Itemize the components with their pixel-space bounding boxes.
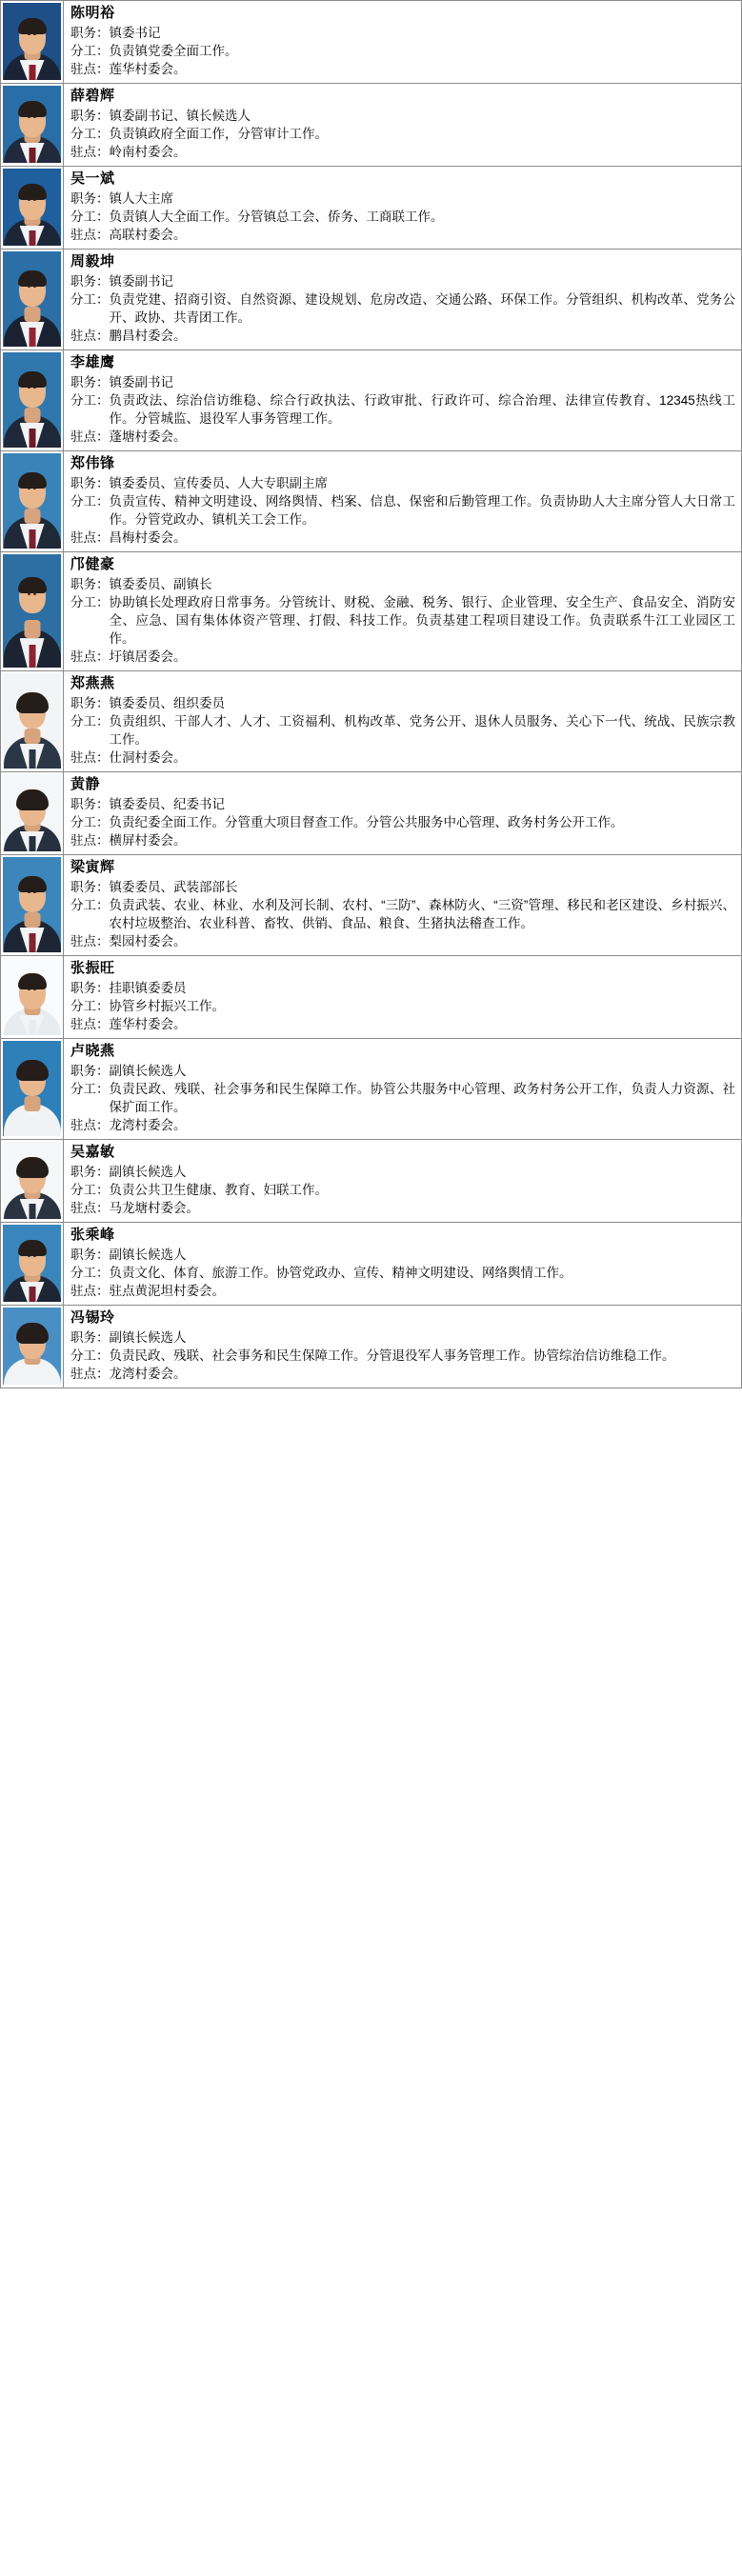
info-cell	[64, 855, 741, 955]
portrait-tie	[29, 148, 35, 163]
duties-field	[70, 492, 735, 529]
duties-value: 负责文化、体育、旅游工作。协管党政办、宣传、精神文明建设、网络舆情工作。	[109, 1266, 572, 1280]
position-value: 镇委委员、纪委书记	[109, 797, 225, 811]
station-field	[70, 428, 735, 446]
table-row	[0, 350, 742, 451]
photo-cell	[1, 671, 64, 771]
position-value: 镇委副书记	[109, 375, 173, 389]
portrait-tie	[29, 1287, 35, 1302]
station-label: 驻点：	[70, 1284, 110, 1298]
portrait-hair	[18, 270, 47, 287]
station-label: 驻点：	[70, 62, 110, 76]
portrait-hair	[16, 692, 49, 713]
table-row	[0, 855, 742, 956]
duties-label: 分工：	[70, 898, 110, 912]
duties-value: 负责民政、残联、社会事务和民生保障工作。协管公共服务中心管理、政务村务公开工作，负责人力资源、社保扩面工作。	[109, 1082, 735, 1114]
table-row	[0, 671, 742, 772]
station-field	[70, 932, 735, 950]
portrait-tie	[29, 836, 35, 851]
position-value: 镇委委员、宣传委员、人大专职副主席	[109, 476, 328, 490]
station-field	[70, 327, 735, 345]
position-label: 职务：	[70, 1248, 110, 1262]
station-label: 驻点：	[70, 750, 110, 765]
position-field	[70, 190, 735, 208]
info-cell	[64, 250, 741, 349]
portrait-tie	[29, 1204, 35, 1219]
position-value: 副镇长候选人	[109, 1064, 187, 1078]
portrait-hair	[18, 371, 47, 388]
portrait-tie	[29, 645, 35, 668]
portrait-hair	[18, 18, 47, 34]
station-value: 蓬塘村委会。	[109, 429, 187, 444]
position-label: 职务：	[70, 1165, 110, 1179]
duties-value: 负责镇党委全面工作。	[109, 44, 238, 58]
station-label: 驻点：	[70, 145, 110, 159]
info-cell	[64, 671, 741, 771]
person-name: 张乘峰	[70, 1227, 115, 1243]
station-label: 驻点：	[70, 329, 110, 343]
photo-cell	[1, 1223, 64, 1305]
position-field	[70, 979, 735, 997]
position-field	[70, 373, 735, 391]
portrait-neck	[24, 509, 40, 524]
table-row	[0, 451, 742, 552]
avatar	[3, 86, 61, 163]
duties-field	[70, 997, 735, 1015]
duties-label: 分工：	[70, 1348, 110, 1363]
duties-field	[70, 896, 735, 932]
portrait-hair	[16, 1157, 49, 1178]
position-value: 镇委副书记	[109, 274, 173, 289]
duties-label: 分工：	[70, 393, 110, 408]
portrait-hair	[18, 973, 47, 989]
portrait-hair	[16, 789, 49, 810]
station-label: 驻点：	[70, 228, 110, 242]
duties-value: 协管乡村振兴工作。	[109, 999, 225, 1013]
portrait-neck	[24, 912, 40, 928]
position-label: 职务：	[70, 696, 110, 710]
info-cell	[64, 956, 741, 1038]
portrait-hair	[16, 1323, 49, 1344]
duties-field	[70, 391, 735, 428]
station-value: 龙湾村委会。	[109, 1118, 187, 1132]
photo-cell	[1, 350, 64, 450]
duties-label: 分工：	[70, 714, 110, 729]
portrait-eye-left	[28, 593, 30, 595]
portrait-tie	[29, 1020, 35, 1035]
station-label: 驻点：	[70, 429, 110, 444]
duties-field	[70, 125, 735, 143]
station-field	[70, 1015, 735, 1033]
portrait-tie	[29, 933, 35, 952]
portrait-hair	[18, 472, 47, 489]
info-cell	[64, 1306, 741, 1388]
table-row	[0, 167, 742, 250]
duties-value: 负责武装、农业、林业、水利及河长制、农村、“三防”、森林防火、“三资”管理、移民和老区建设、乡村振兴、农村垃圾整治、农业科普、畜牧、供销、食品、粮食、生猪执法稽查工作。	[109, 898, 735, 930]
avatar	[3, 554, 61, 668]
station-value: 莲华村委会。	[109, 62, 187, 76]
duties-label: 分工：	[70, 815, 110, 829]
info-cell	[64, 1140, 741, 1222]
station-label: 驻点：	[70, 530, 110, 545]
info-cell	[64, 772, 741, 854]
portrait-tie	[29, 65, 35, 80]
duties-value: 协助镇长处理政府日常事务。分管统计、财税、金融、税务、银行、企业管理、安全生产、食品安全、消防安全、应急、国有集体体资产管理、打假、科技工作。负责基建工程项目建设工作。负责联系牛江工业园区工作。	[109, 595, 735, 646]
position-field	[70, 694, 735, 712]
person-name: 郑伟锋	[70, 455, 115, 471]
duties-value: 负责公共卫生健康、教育、妇联工作。	[109, 1183, 328, 1197]
duties-label: 分工：	[70, 999, 110, 1013]
position-label: 职务：	[70, 476, 110, 490]
table-row	[0, 552, 742, 671]
avatar	[3, 673, 61, 769]
portrait-hair	[18, 876, 47, 892]
avatar	[3, 857, 61, 952]
person-name: 周毅坤	[70, 253, 115, 270]
table-row	[0, 84, 742, 167]
station-field	[70, 1116, 735, 1134]
station-value: 龙湾村委会。	[109, 1367, 187, 1381]
station-label: 驻点：	[70, 934, 110, 949]
table-row	[0, 1306, 742, 1388]
position-field	[70, 1328, 735, 1347]
position-label: 职务：	[70, 981, 110, 995]
station-field	[70, 1365, 735, 1383]
duties-value: 负责纪委全面工作。分管重大项目督查工作。分管公共服务中心管理、政务村务公开工作。	[109, 815, 624, 829]
duties-value: 负责政法、综治信访维稳、综合行政执法、行政审批、行政许可、综合治理、法律宣传教育、12345热线工作。分管城监、退役军人事务管理工作。	[109, 393, 735, 426]
duties-label: 分工：	[70, 210, 110, 224]
info-cell	[64, 1223, 741, 1305]
info-cell	[64, 84, 741, 166]
avatar	[3, 958, 61, 1035]
station-value: 圩镇居委会。	[109, 649, 187, 664]
table-row	[0, 1039, 742, 1140]
station-field	[70, 143, 735, 161]
duties-value: 负责宣传、精神文明建设、网络舆情、档案、信息、保密和后勤管理工作。负责协助人大主席分管人大日常工作。分管党政办、镇机关工会工作。	[109, 494, 735, 527]
avatar	[3, 453, 61, 549]
duties-label: 分工：	[70, 127, 110, 141]
portrait-neck	[24, 307, 40, 322]
position-field	[70, 575, 735, 593]
avatar	[3, 1142, 61, 1219]
position-value: 镇委书记	[109, 26, 161, 40]
portrait-tie	[29, 529, 35, 549]
position-label: 职务：	[70, 191, 110, 206]
portrait-hair	[18, 101, 47, 117]
position-value: 挂职镇委委员	[109, 981, 187, 995]
person-name: 郑燕燕	[70, 675, 115, 691]
avatar	[3, 169, 61, 246]
position-label: 职务：	[70, 1330, 110, 1345]
duties-value: 负责镇政府全面工作，分管审计工作。	[109, 127, 328, 141]
duties-field	[70, 813, 735, 831]
photo-cell	[1, 451, 64, 551]
station-label: 驻点：	[70, 1118, 110, 1132]
station-field	[70, 831, 735, 849]
position-label: 职务：	[70, 26, 110, 40]
table-row	[0, 1223, 742, 1306]
person-name: 李雄鹰	[70, 354, 115, 370]
station-value: 驻点黄泥坦村委会。	[109, 1284, 225, 1298]
person-name: 吴嘉敏	[70, 1144, 115, 1160]
table-row	[0, 772, 742, 855]
duties-label: 分工：	[70, 1082, 110, 1096]
photo-cell	[1, 167, 64, 249]
duties-field	[70, 1347, 735, 1365]
person-name: 张振旺	[70, 960, 115, 976]
duties-field	[70, 42, 735, 60]
duties-value: 负责党建、招商引资、自然资源、建设规划、危房改造、交通公路、环保工作。分管组织、机构改革、党务公开、政协、共青团工作。	[109, 292, 735, 325]
duties-label: 分工：	[70, 595, 110, 609]
avatar	[3, 352, 61, 448]
table-row	[0, 956, 742, 1039]
portrait-hair	[18, 184, 47, 200]
station-field	[70, 1199, 735, 1217]
person-name: 黄静	[70, 776, 101, 792]
position-field	[70, 795, 735, 813]
person-name: 冯锡玲	[70, 1309, 115, 1326]
photo-cell	[1, 956, 64, 1038]
station-value: 梨园村委会。	[109, 934, 187, 949]
portrait-neck	[24, 408, 40, 423]
photo-cell	[1, 552, 64, 670]
position-value: 镇委委员、武装部部长	[109, 880, 238, 894]
position-value: 副镇长候选人	[109, 1248, 187, 1262]
info-cell	[64, 167, 741, 249]
station-value: 马龙塘村委会。	[109, 1201, 199, 1215]
station-value: 鹏昌村委会。	[109, 329, 187, 343]
person-name: 吴一斌	[70, 170, 115, 187]
photo-cell	[1, 1, 64, 83]
person-name: 薛碧辉	[70, 88, 115, 104]
station-field	[70, 749, 735, 767]
duties-value: 负责民政、残联、社会事务和民生保障工作。分管退役军人事务管理工作。协管综治信访维稳工作。	[109, 1348, 675, 1363]
duties-field	[70, 712, 735, 749]
duties-field	[70, 208, 735, 226]
person-name: 邝健豪	[70, 556, 115, 572]
station-label: 驻点：	[70, 833, 110, 848]
info-cell	[64, 1, 741, 83]
portrait-tie	[29, 429, 35, 448]
station-value: 莲华村委会。	[109, 1017, 187, 1031]
info-cell	[64, 1039, 741, 1139]
position-field	[70, 474, 735, 492]
photo-cell	[1, 1306, 64, 1388]
portrait-tie	[29, 1369, 35, 1385]
portrait-tie	[29, 1117, 35, 1136]
duties-field	[70, 1181, 735, 1199]
person-name: 陈明裕	[70, 5, 115, 21]
station-label: 驻点：	[70, 1367, 110, 1381]
position-value: 镇委副书记、镇长候选人	[109, 109, 251, 123]
duties-field	[70, 1264, 735, 1282]
duties-label: 分工：	[70, 494, 110, 509]
position-field	[70, 1163, 735, 1181]
station-value: 岭南村委会。	[109, 145, 187, 159]
position-value: 镇委委员、副镇长	[109, 577, 212, 591]
position-field	[70, 1246, 735, 1264]
table-row	[0, 250, 742, 350]
photo-cell	[1, 772, 64, 854]
station-field	[70, 60, 735, 78]
avatar	[3, 251, 61, 347]
info-cell	[64, 451, 741, 551]
duties-field	[70, 290, 735, 327]
position-field	[70, 1062, 735, 1080]
person-name: 卢晓燕	[70, 1043, 115, 1059]
position-label: 职务：	[70, 880, 110, 894]
portrait-tie	[29, 328, 35, 347]
position-label: 职务：	[70, 797, 110, 811]
info-cell	[64, 350, 741, 450]
avatar	[3, 1041, 61, 1136]
station-value: 仕洞村委会。	[109, 750, 187, 765]
station-field	[70, 1282, 735, 1300]
table-row	[0, 1, 742, 84]
position-value: 镇委委员、组织委员	[109, 696, 225, 710]
avatar	[3, 1308, 61, 1385]
duties-label: 分工：	[70, 292, 110, 307]
portrait-hair	[16, 1060, 49, 1081]
portrait-eye-right	[33, 593, 36, 595]
position-label: 职务：	[70, 375, 110, 389]
position-value: 镇人大主席	[109, 191, 173, 206]
position-field	[70, 272, 735, 290]
avatar	[3, 3, 61, 80]
station-field	[70, 648, 735, 666]
position-label: 职务：	[70, 109, 110, 123]
duties-value: 负责镇人大全面工作。分管镇总工会、侨务、工商联工作。	[109, 210, 444, 224]
portrait-neck	[24, 729, 40, 744]
photo-cell	[1, 855, 64, 955]
station-label: 驻点：	[70, 649, 110, 664]
position-field	[70, 878, 735, 896]
photo-cell	[1, 1140, 64, 1222]
duties-label: 分工：	[70, 44, 110, 58]
position-label: 职务：	[70, 274, 110, 289]
station-label: 驻点：	[70, 1201, 110, 1215]
position-field	[70, 107, 735, 125]
position-value: 副镇长候选人	[109, 1330, 187, 1345]
duties-label: 分工：	[70, 1183, 110, 1197]
duties-field	[70, 593, 735, 648]
position-label: 职务：	[70, 1064, 110, 1078]
person-name: 梁寅辉	[70, 859, 115, 875]
avatar	[3, 774, 61, 851]
position-label: 职务：	[70, 577, 110, 591]
table-row	[0, 1140, 742, 1223]
portrait-hair	[18, 577, 47, 593]
duties-field	[70, 1080, 735, 1116]
station-value: 横屏村委会。	[109, 833, 187, 848]
duties-value: 负责组织、干部人才、人才、工资福利、机构改革、党务公开、退休人员服务、关心下一代、统战、民族宗教工作。	[109, 714, 735, 747]
portrait-neck	[24, 620, 40, 638]
station-field	[70, 226, 735, 244]
position-field	[70, 24, 735, 42]
duties-label: 分工：	[70, 1266, 110, 1280]
info-cell	[64, 552, 741, 670]
avatar	[3, 1225, 61, 1302]
portrait-neck	[24, 1096, 40, 1111]
station-label: 驻点：	[70, 1017, 110, 1031]
position-value: 副镇长候选人	[109, 1165, 187, 1179]
station-field	[70, 529, 735, 547]
photo-cell	[1, 84, 64, 166]
portrait-tie	[29, 749, 35, 769]
photo-cell	[1, 250, 64, 349]
photo-cell	[1, 1039, 64, 1139]
portrait-tie	[29, 230, 35, 246]
station-value: 高联村委会。	[109, 228, 187, 242]
portrait-hair	[18, 1240, 47, 1256]
station-value: 昌梅村委会。	[109, 530, 187, 545]
